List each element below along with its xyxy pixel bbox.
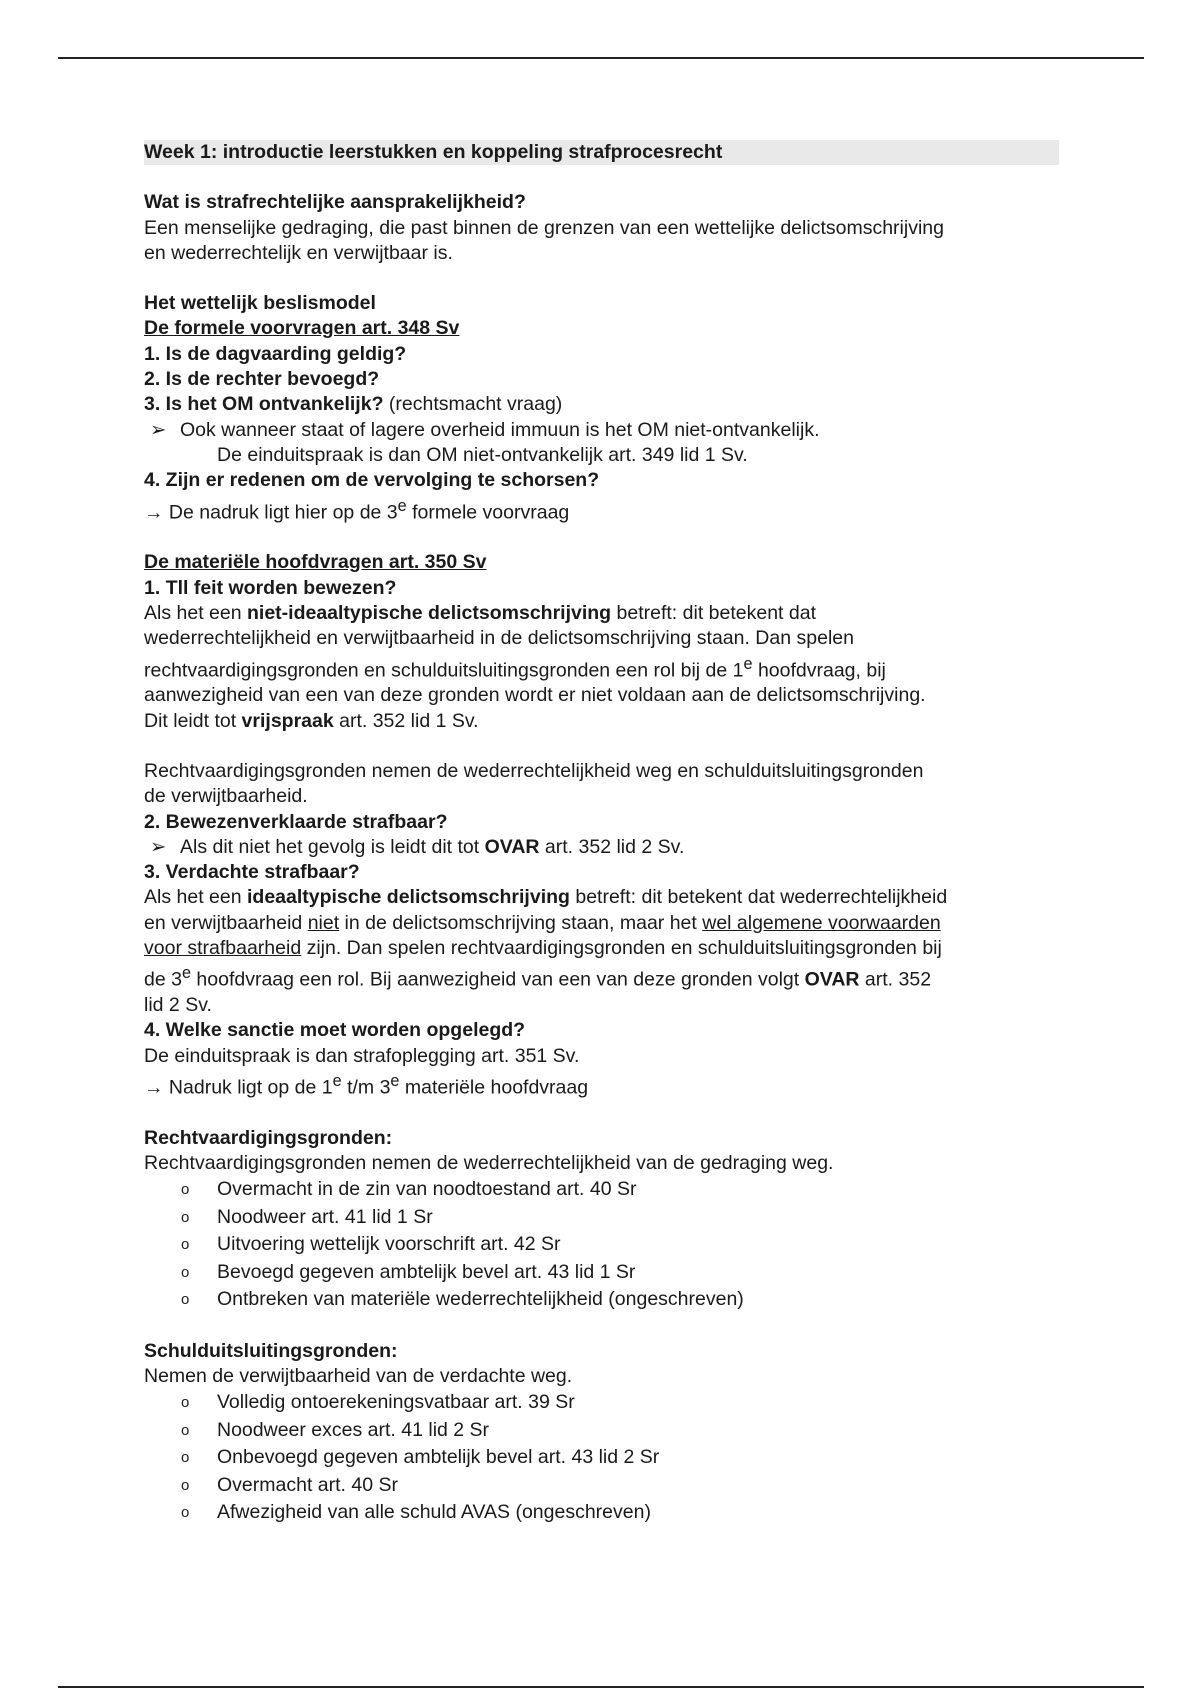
section-title-schulduitsluitingsgronden: Schulduitsluitingsgronden: [144,1339,398,1362]
formele-voorvraag-1: 1. Is de dagvaarding geldig? [144,342,407,365]
materiele-hoofdvraag-2: 2. Bewezenverklaarde strafbaar? [144,810,448,833]
text: art. 352 lid 2 Sv. [539,835,685,858]
formele-voorvraag-2: 2. Is de rechter bevoegd? [144,368,380,391]
text: betreft: dit betekent dat [611,601,816,624]
section-title-rechtvaardigingsgronden: Rechtvaardigingsgronden: [144,1126,393,1149]
note-text: Nadruk ligt op de 1 [168,1076,333,1099]
bold-term: ideaaltypische delictsomschrijving [246,886,570,909]
section-title-formele-voorvragen: De formele voorvragen art. 348 Sv [144,317,460,340]
text: in de delictsomschrijving staan, maar het [339,911,703,934]
list-item-text: Uitvoering wettelijk voorschrift art. 42 Sr [217,1233,561,1256]
list-item [144,1389,1059,1417]
circle-bullet-icon: o [181,1421,190,1439]
paragraph-line [144,936,1059,961]
circle-bullet-icon: o [181,1181,190,1199]
circle-bullet-icon: o [181,1263,190,1281]
bold-term: OVAR [484,835,540,858]
materiele-hoofdvraag-4: 4. Welke sanctie moet worden opgelegd? [144,1019,526,1042]
list-item [144,1259,1059,1287]
list-item-text: Overmacht art. 40 Sr [217,1473,398,1496]
fv3-bold: 3. Is het OM ontvankelijk? [144,393,384,416]
section-title-materiele-hoofdvragen: De materiële hoofdvragen art. 350 Sv [144,551,487,574]
top-rule [58,57,1144,59]
arrow-icon: → [144,501,164,524]
circle-bullet-icon: o [181,1394,190,1412]
rechtvaardigingsgronden-list [144,1176,1059,1314]
text: Als dit niet het gevolg is leidt dit tot [180,835,485,858]
text: Als het een [144,601,247,624]
superscript: e [332,1072,342,1090]
paragraph-line: Rechtvaardigingsgronden nemen de wederrechtelijkheid weg en schulduitsluitingsgronden [144,759,924,782]
bullet-item [144,418,1059,443]
text: en verwijtbaarheid [144,911,308,934]
list-item [144,1499,1059,1527]
text: hoofdvraag een rol. Bij aanwezigheid van een van deze gronden volgt [191,968,805,991]
formele-voorvraag-3 [144,392,1059,417]
list-item [144,1472,1059,1500]
text: art. 352 lid 1 Sv. [333,709,479,732]
superscript: e [397,496,407,515]
fv3-rest: (rechtsmacht vraag) [383,393,563,416]
underlined-term: voor strafbaarheid [144,937,302,960]
bottom-rule [58,1686,1144,1688]
circle-bullet-icon: o [181,1291,190,1309]
section-description: Nemen de verwijtbaarheid van de verdachte weg. [144,1365,573,1388]
note-text: formele voorvraag [406,501,570,524]
sub-note: De einduitspraak is dan OM niet-ontvankelijk art. 349 lid 1 Sv. [217,443,748,466]
bullet-item [144,835,1059,860]
list-item [144,1444,1059,1472]
note-text: materiële hoofdvraag [399,1076,589,1099]
superscript: e [743,654,753,673]
schulduitsluitingsgronden-list [144,1389,1059,1527]
bullet-text: Ook wanneer staat of lagere overheid immuun is het OM niet-ontvankelijk. [180,418,820,441]
circle-bullet-icon: o [181,1449,190,1467]
text: Dit leidt tot [144,709,242,732]
paragraph-line: lid 2 Sv. [144,994,212,1017]
text: zijn. Dan spelen rechtvaardigingsgronden en schulduitsluitingsgronden bij [301,937,942,960]
paragraph-line [144,601,1059,626]
paragraph-line [144,885,1059,910]
section-title-beslismodel: Het wettelijk beslismodel [144,292,376,315]
list-item [144,1286,1059,1314]
bold-term: niet-ideaaltypische delictsomschrijving [246,601,612,624]
list-item-text: Ontbreken van materiële wederrechtelijkheid (ongeschreven) [217,1288,744,1311]
paragraph-line: de verwijtbaarheid. [144,785,308,808]
superscript: e [390,1072,400,1090]
text: art. 352 [859,968,932,991]
text: Als het een [144,886,247,909]
note-text: De nadruk ligt hier op de 3 [168,501,398,524]
text: betreft: dit betekent dat wederrechtelijkheid [569,886,948,909]
arrow-bullet-icon: ➢ [150,835,167,858]
definition-line: Een menselijke gedraging, die past binnen de grenzen van een wettelijke delictsomschrijving [144,216,944,239]
circle-bullet-icon: o [181,1504,190,1522]
list-item-text: Noodweer art. 41 lid 1 Sr [217,1205,433,1228]
list-item-text: Bevoegd gegeven ambtelijk bevel art. 43 lid 1 Sr [217,1260,636,1283]
bold-term: OVAR [804,968,860,991]
list-item-text: Afwezigheid van alle schuld AVAS (ongeschreven) [217,1501,651,1524]
paragraph-line [144,961,1059,993]
section-description: Rechtvaardigingsgronden nemen de wederrechtelijkheid van de gedraging weg. [144,1152,834,1175]
circle-bullet-icon: o [181,1476,190,1494]
emphasis-note [144,494,1059,526]
text: de 3 [144,968,182,991]
text: hoofdvraag, bij [752,659,886,682]
note-text: t/m 3 [341,1076,391,1099]
list-item [144,1231,1059,1259]
paragraph-line: wederrechtelijkheid en verwijtbaarheid in de delictsomschrijving staan. Dan spelen [144,627,854,650]
list-item [144,1176,1059,1204]
underlined-term: niet [307,911,340,934]
arrow-icon: → [144,1076,164,1099]
list-item-text: Noodweer exces art. 41 lid 2 Sr [217,1418,490,1441]
materiele-hoofdvraag-3: 3. Verdachte strafbaar? [144,861,360,884]
formele-voorvraag-4: 4. Zijn er redenen om de vervolging te schorsen? [144,469,600,492]
list-item-text: Overmacht in de zin van noodtoestand art. 40 Sr [217,1178,637,1201]
definition-line: en wederrechtelijk en verwijtbaar is. [144,241,453,264]
circle-bullet-icon: o [181,1208,190,1226]
week-heading: Week 1: introductie leerstukken en koppeling strafprocesrecht [144,140,1059,165]
document-body [144,140,1059,1527]
paragraph-line [144,709,1059,734]
paragraph-line: De einduitspraak is dan strafoplegging art. 351 Sv. [144,1044,580,1067]
emphasis-note [144,1069,1059,1101]
paragraph-line: aanwezigheid van een van deze gronden wordt er niet voldaan aan de delictsomschrijving. [144,684,926,707]
bold-term: vrijspraak [241,709,334,732]
underlined-term: wel algemene voorwaarden [702,911,941,934]
list-item [144,1204,1059,1232]
list-item-text: Onbevoegd gegeven ambtelijk bevel art. 43 lid 2 Sr [217,1446,660,1469]
list-item [144,1417,1059,1445]
materiele-hoofdvraag-1: 1. Tll feit worden bewezen? [144,576,397,599]
list-item-text: Volledig ontoerekeningsvatbaar art. 39 Sr [217,1391,575,1414]
paragraph-line [144,911,1059,936]
section-title-aansprakelijkheid: Wat is strafrechtelijke aansprakelijkheid? [144,191,526,214]
text: rechtvaardigingsgronden en schulduitsluitingsgronden een rol bij de 1 [144,659,744,682]
circle-bullet-icon: o [181,1236,190,1254]
superscript: e [181,964,191,983]
arrow-bullet-icon: ➢ [150,418,167,441]
paragraph-line [144,652,1059,684]
